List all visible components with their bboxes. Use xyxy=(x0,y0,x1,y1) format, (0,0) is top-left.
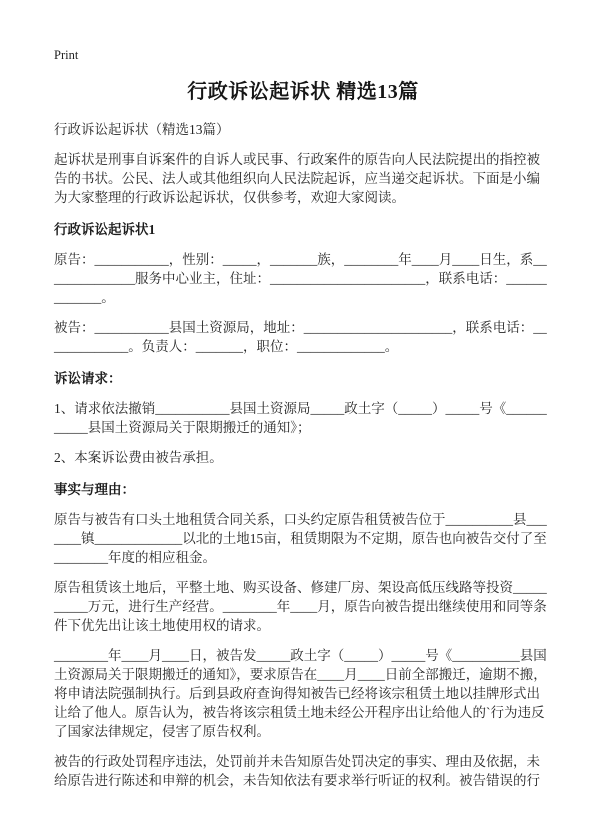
page-subtitle: 行政诉讼起诉状（精选13篇） xyxy=(54,122,230,137)
claim-2-paragraph: 2、本案诉讼费由被告承担。 xyxy=(54,450,223,465)
facts-paragraph-4: 被告的行政处罚程序违法，处罚前并未告知原告处罚决定的事实、理由及依据，未给原告进行陈述和申辩的机会，未告知依法有要求举行听证的权利。被告错误的行 xyxy=(54,754,540,788)
print-link[interactable]: Print xyxy=(54,48,79,62)
plaintiff-paragraph: 原告：___________，性别：_____，_______族，________年____月____日生，系______________服务中心业主，住址：_______________________，联系电话：_____________。 xyxy=(54,252,547,305)
facts-paragraph-1: 原告与被告有口头土地租赁合同关系，口头约定原告租赁被告位于__________县_______镇_____________以北的土地15亩，租赁期限为不定期，原告也向被告交付了至________年度的相应租金。 xyxy=(54,512,547,565)
claims-heading: 诉讼请求： xyxy=(54,371,122,386)
facts-heading: 事实与理由： xyxy=(54,482,135,497)
page-title: 行政诉讼起诉状 精选13篇 xyxy=(187,81,419,103)
defendant-paragraph: 被告：___________县国土资源局，地址：______________________，联系电话：_____________。负责人：_______，职位：_____________。 xyxy=(54,320,547,354)
facts-paragraph-3: ________年____月____日，被告发_____政土字（_____）_____号《__________县国土资源局关于限期搬迁的通知》，要求原告在____月____日前全部搬迁，逾期不搬，将申请法院强制执行。后到县政府查询得知被告已经将该宗租赁土地以挂牌形式出让给了他人。原告认为，被告将该宗租赁土地未经公开程序出让给他人的`行为违反了国家法律规定，侵害了原告权利。 xyxy=(54,648,547,739)
intro-paragraph: 起诉状是刑事自诉案件的自诉人或民事、行政案件的原告向人民法院提出的指控被告的书状。公民、法人或其他组织向人民法院起诉，应当递交起诉状。下面是小编为大家整理的行政诉讼起诉状，仅供参考，欢迎大家阅读。 xyxy=(54,152,540,205)
facts-paragraph-2: 原告租赁该土地后，平整土地、购买设备、修建厂房、架设高低压线路等投资__________万元，进行生产经营。________年____月，原告向被告提出继续使用和同等条件下优先出让该土地使用权的请求。 xyxy=(54,580,547,633)
article-heading-1: 行政诉讼起诉状1 xyxy=(54,222,156,237)
claim-1-paragraph: 1、请求依法撤销___________县国土资源局_____政土字（_____）_____号《___________县国土资源局关于限期搬迁的通知》； xyxy=(54,401,547,435)
